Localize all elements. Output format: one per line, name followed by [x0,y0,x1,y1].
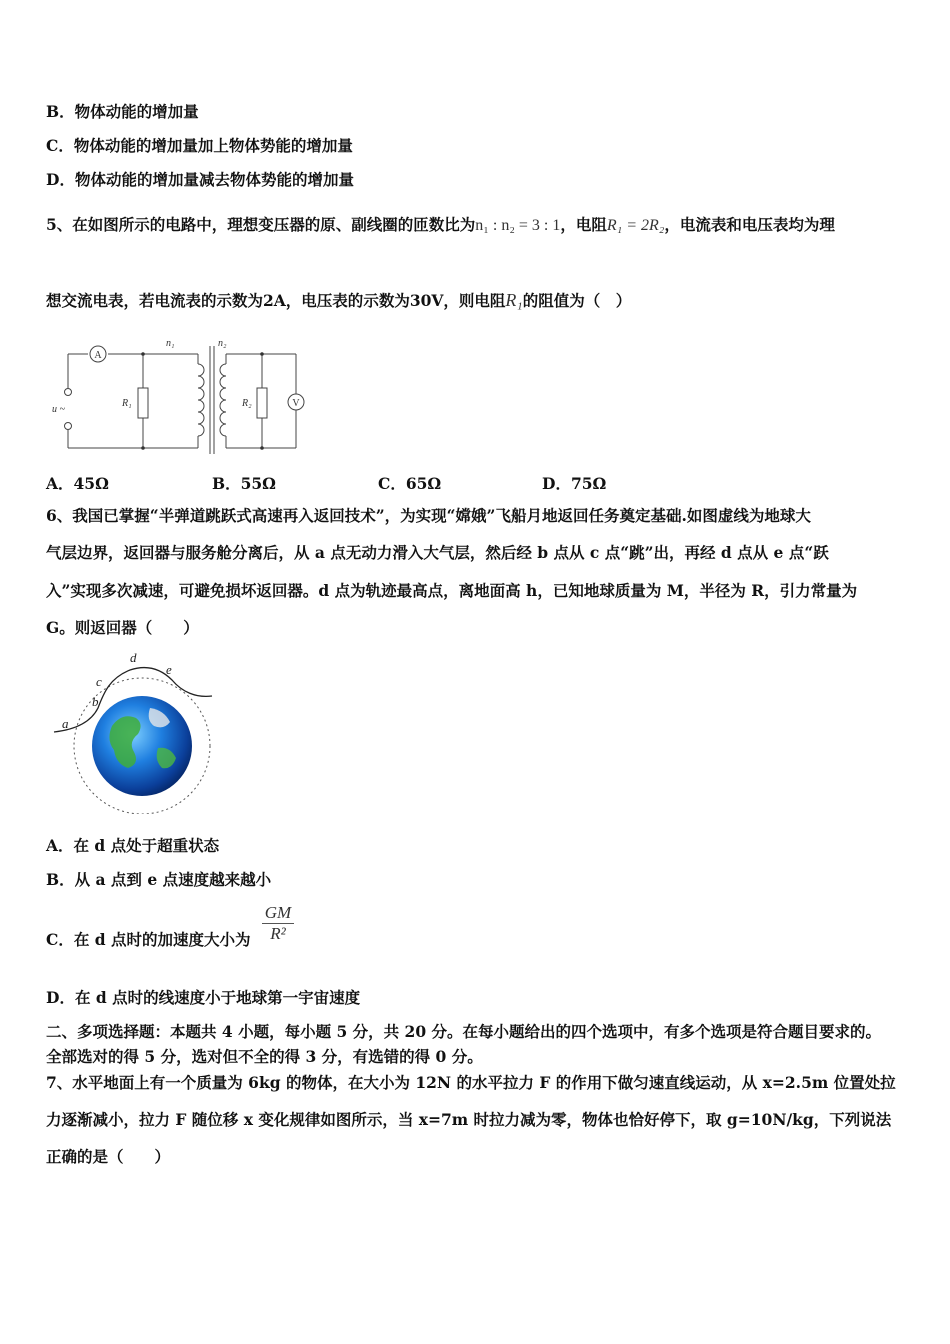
point-a: a [62,716,69,731]
q6-stem-line3: 入”实现多次减速，可避免损坏返回器。d 点为轨迹最高点，离地面高 h，已知地球质量为 M，半径为 R，引力常量为 [46,581,858,600]
q6-stem-line4: G。则返回器（ ） [46,618,199,637]
q5-text-d: 想交流电表，若电流表的示数为2A，电压表的示数为30V，则电阻 [46,291,506,310]
q5-text-b: ，电阻 [560,215,607,234]
q5-circuit-diagram [48,336,318,460]
source-label: u ~ [52,404,65,415]
q4-option-b: B．物体动能的增加量 [46,102,199,121]
r2-label: R₂ [242,398,252,409]
q5-option-a: A．45Ω [46,474,109,493]
q6-option-b: B．从 a 点到 e 点速度越来越小 [46,870,272,889]
q5-option-b: B．55Ω [212,474,276,493]
q5-stem-line1 [46,215,835,236]
n1-label: n₁ [166,338,175,349]
q6-option-d: D．在 d 点时的线速度小于地球第一宇宙速度 [46,988,361,1007]
q4-option-d: D．物体动能的增加量减去物体势能的增加量 [46,170,354,189]
voltmeter-label: V [292,398,300,409]
q4-option-c: C．物体动能的增加量加上物体势能的增加量 [46,136,353,155]
q6-option-a: A．在 d 点处于超重状态 [46,836,220,855]
fraction-denominator: R² [270,924,286,943]
q5-option-d: D．75Ω [542,474,607,493]
q5-turns-ratio: n₁ : n₂ = 3 : 1 [475,217,561,234]
n2-label: n₂ [218,338,227,349]
q6-earth-trajectory-diagram [50,648,220,814]
r1-label: R₁ [122,398,132,409]
q5-option-c: C．65Ω [378,474,442,493]
q6-option-c: C．在 d 点时的加速度大小为 [46,930,251,949]
q5-text-e: 的阻值为（ ） [522,291,632,310]
point-d: d [130,650,137,665]
q5-stem-line2 [46,290,631,311]
section2-heading-line1: 二、多项选择题：本题共 4 小题，每小题 5 分，共 20 分。在每小题给出的四个选项中，有多个选项是符合题目要求的。 [46,1022,882,1041]
ammeter-label: A [94,350,102,361]
point-b: b [92,694,99,709]
section2-heading-line2: 全部选对的得 5 分，选对但不全的得 3 分，有选错的得 0 分。 [46,1047,483,1066]
q6-option-c-fraction [258,903,298,944]
q7-stem-line1: 7、水平地面上有一个质量为 6kg 的物体，在大小为 12N 的水平拉力 F 的作用下做匀速直线运动，从 x=2.5m 位置处拉 [46,1073,896,1092]
q7-stem-line3: 正确的是（ ） [46,1147,171,1166]
q5-resistance-relation: R₁ = 2R₂ [606,217,665,234]
q6-stem-line2: 气层边界，返回器与服务舱分离后，从 a 点无动力滑入大气层，然后经 b 点从 c 点“跳”出，再经 d 点从 e 点“跃 [46,543,829,562]
q6-stem-line1: 6、我国已掌握“半弹道跳跃式高速再入返回技术”，为实现“嫦娥”飞船月地返回任务奠定基础.如图虚线为地球大 [46,506,811,525]
q7-stem-line2: 力逐渐减小，拉力 F 随位移 x 变化规律如图所示，当 x=7m 时拉力减为零，物体也恰好停下，取 g=10N/kg，下列说法 [46,1110,892,1129]
point-c: c [96,674,102,689]
point-e: e [166,662,172,677]
q5-text-c: ，电流表和电压表均为理 [664,215,835,234]
earth-globe [92,696,192,796]
q5-r1-symbol: R₁ [505,290,523,310]
fraction-numerator: GM [264,903,292,922]
q5-text-a: 5、在如图所示的电路中，理想变压器的原、副线圈的匝数比为 [46,215,476,234]
